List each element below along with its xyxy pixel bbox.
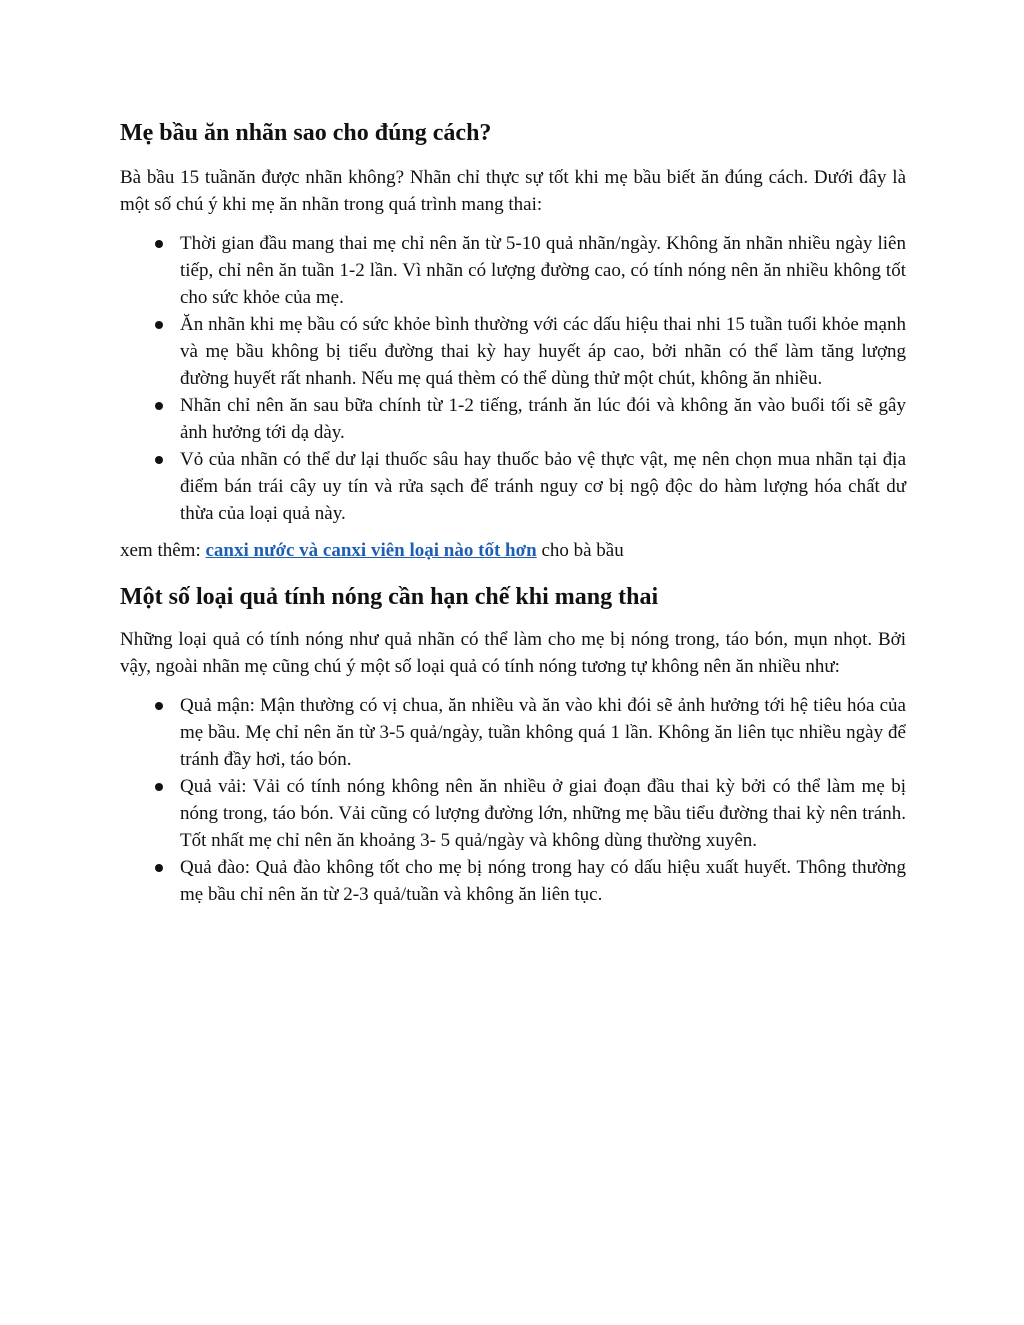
bullet-icon xyxy=(155,321,163,329)
bullet-icon xyxy=(155,456,163,464)
list-item-text: Quả vải: Vải có tính nóng không nên ăn nhiều ở giai đoạn đầu thai kỳ bởi có thể làm mẹ bị nóng trong, táo bón. Vải cũng có lượng đường lớn, những mẹ bầu tiểu đường thai kỳ nên tránh. Tốt nhất mẹ chỉ nên ăn khoảng 3- 5 quả/ngày và không dùng thường xuyên. xyxy=(180,776,906,851)
list-item xyxy=(120,392,906,446)
list-item-text: Quả mận: Mận thường có vị chua, ăn nhiều và ăn vào khi đói sẽ ảnh hưởng tới hệ tiêu hóa của mẹ bầu. Mẹ chỉ nên ăn từ 3-5 quả/ngày, tuần không quá 1 lần. Không ăn liên tục nhiều ngày để tránh đầy hơi, táo bón. xyxy=(180,695,906,770)
list-item xyxy=(120,854,906,908)
section-heading-hot-fruits: Một số loại quả tính nóng cần hạn chế khi mang thai xyxy=(120,584,659,610)
list-item xyxy=(120,773,906,854)
list-item-text: Ăn nhãn khi mẹ bầu có sức khỏe bình thường với các dấu hiệu thai nhi 15 tuần tuổi khỏe mạnh và mẹ bầu không bị tiểu đường thai kỳ hay huyết áp cao, bởi nhãn có thể làm tăng lượng đường huyết rất nhanh. Nếu mẹ quá thèm có thể dùng thử một chút, không ăn nhiều. xyxy=(180,314,906,389)
see-more-suffix: cho bà bầu xyxy=(536,540,624,561)
calcium-comparison-link[interactable]: canxi nước và canxi viên loại nào tốt hơn xyxy=(205,540,537,561)
list-item xyxy=(120,230,906,311)
section-intro-paragraph: Bà bầu 15 tuầnăn được nhãn không? Nhãn chỉ thực sự tốt khi mẹ bầu biết ăn đúng cách. Dưới đây là một số chú ý khi mẹ ăn nhãn trong quá trình mang thai: xyxy=(120,167,906,215)
list-item xyxy=(120,311,906,392)
section-intro-paragraph: Những loại quả có tính nóng như quả nhãn có thể làm cho mẹ bị nóng trong, táo bón, mụn nhọt. Bởi vậy, ngoài nhãn mẹ cũng chú ý một số loại quả có tính nóng tương tự không nên ăn nhiều như: xyxy=(120,629,906,677)
list-item-text: Vỏ của nhãn có thể dư lại thuốc sâu hay thuốc bảo vệ thực vật, mẹ nên chọn mua nhãn tại địa điểm bán trái cây uy tín và rửa sạch để tránh nguy cơ bị ngộ độc do hàm lượng hóa chất dư thừa của loại quả này. xyxy=(180,449,906,524)
bullet-icon xyxy=(155,702,163,710)
bullet-icon xyxy=(155,240,163,248)
list-item xyxy=(120,692,906,773)
bullet-icon xyxy=(155,864,163,872)
document-page xyxy=(120,118,906,908)
tips-list xyxy=(120,230,906,527)
list-item-text: Nhãn chỉ nên ăn sau bữa chính từ 1-2 tiếng, tránh ăn lúc đói và không ăn vào buổi tối sẽ gây ảnh hưởng tới dạ dày. xyxy=(180,395,906,443)
bullet-icon xyxy=(155,783,163,791)
hot-fruits-list xyxy=(120,692,906,908)
bullet-icon xyxy=(155,402,163,410)
list-item-text: Thời gian đầu mang thai mẹ chỉ nên ăn từ 5-10 quả nhãn/ngày. Không ăn nhãn nhiều ngày liên tiếp, chỉ nên ăn tuần 1-2 lần. Vì nhãn có lượng đường cao, có tính nóng nên ăn nhiều không tốt cho sức khỏe của mẹ. xyxy=(180,233,906,308)
section-heading-eating-longan: Mẹ bầu ăn nhãn sao cho đúng cách? xyxy=(120,120,492,146)
see-more-prefix: xem thêm: xyxy=(120,540,206,561)
see-more-line xyxy=(120,537,906,564)
list-item-text: Quả đào: Quả đào không tốt cho mẹ bị nóng trong hay có dấu hiệu xuất huyết. Thông thường mẹ bầu chỉ nên ăn từ 2-3 quả/tuần và không ăn liên tục. xyxy=(180,857,906,905)
list-item xyxy=(120,446,906,527)
